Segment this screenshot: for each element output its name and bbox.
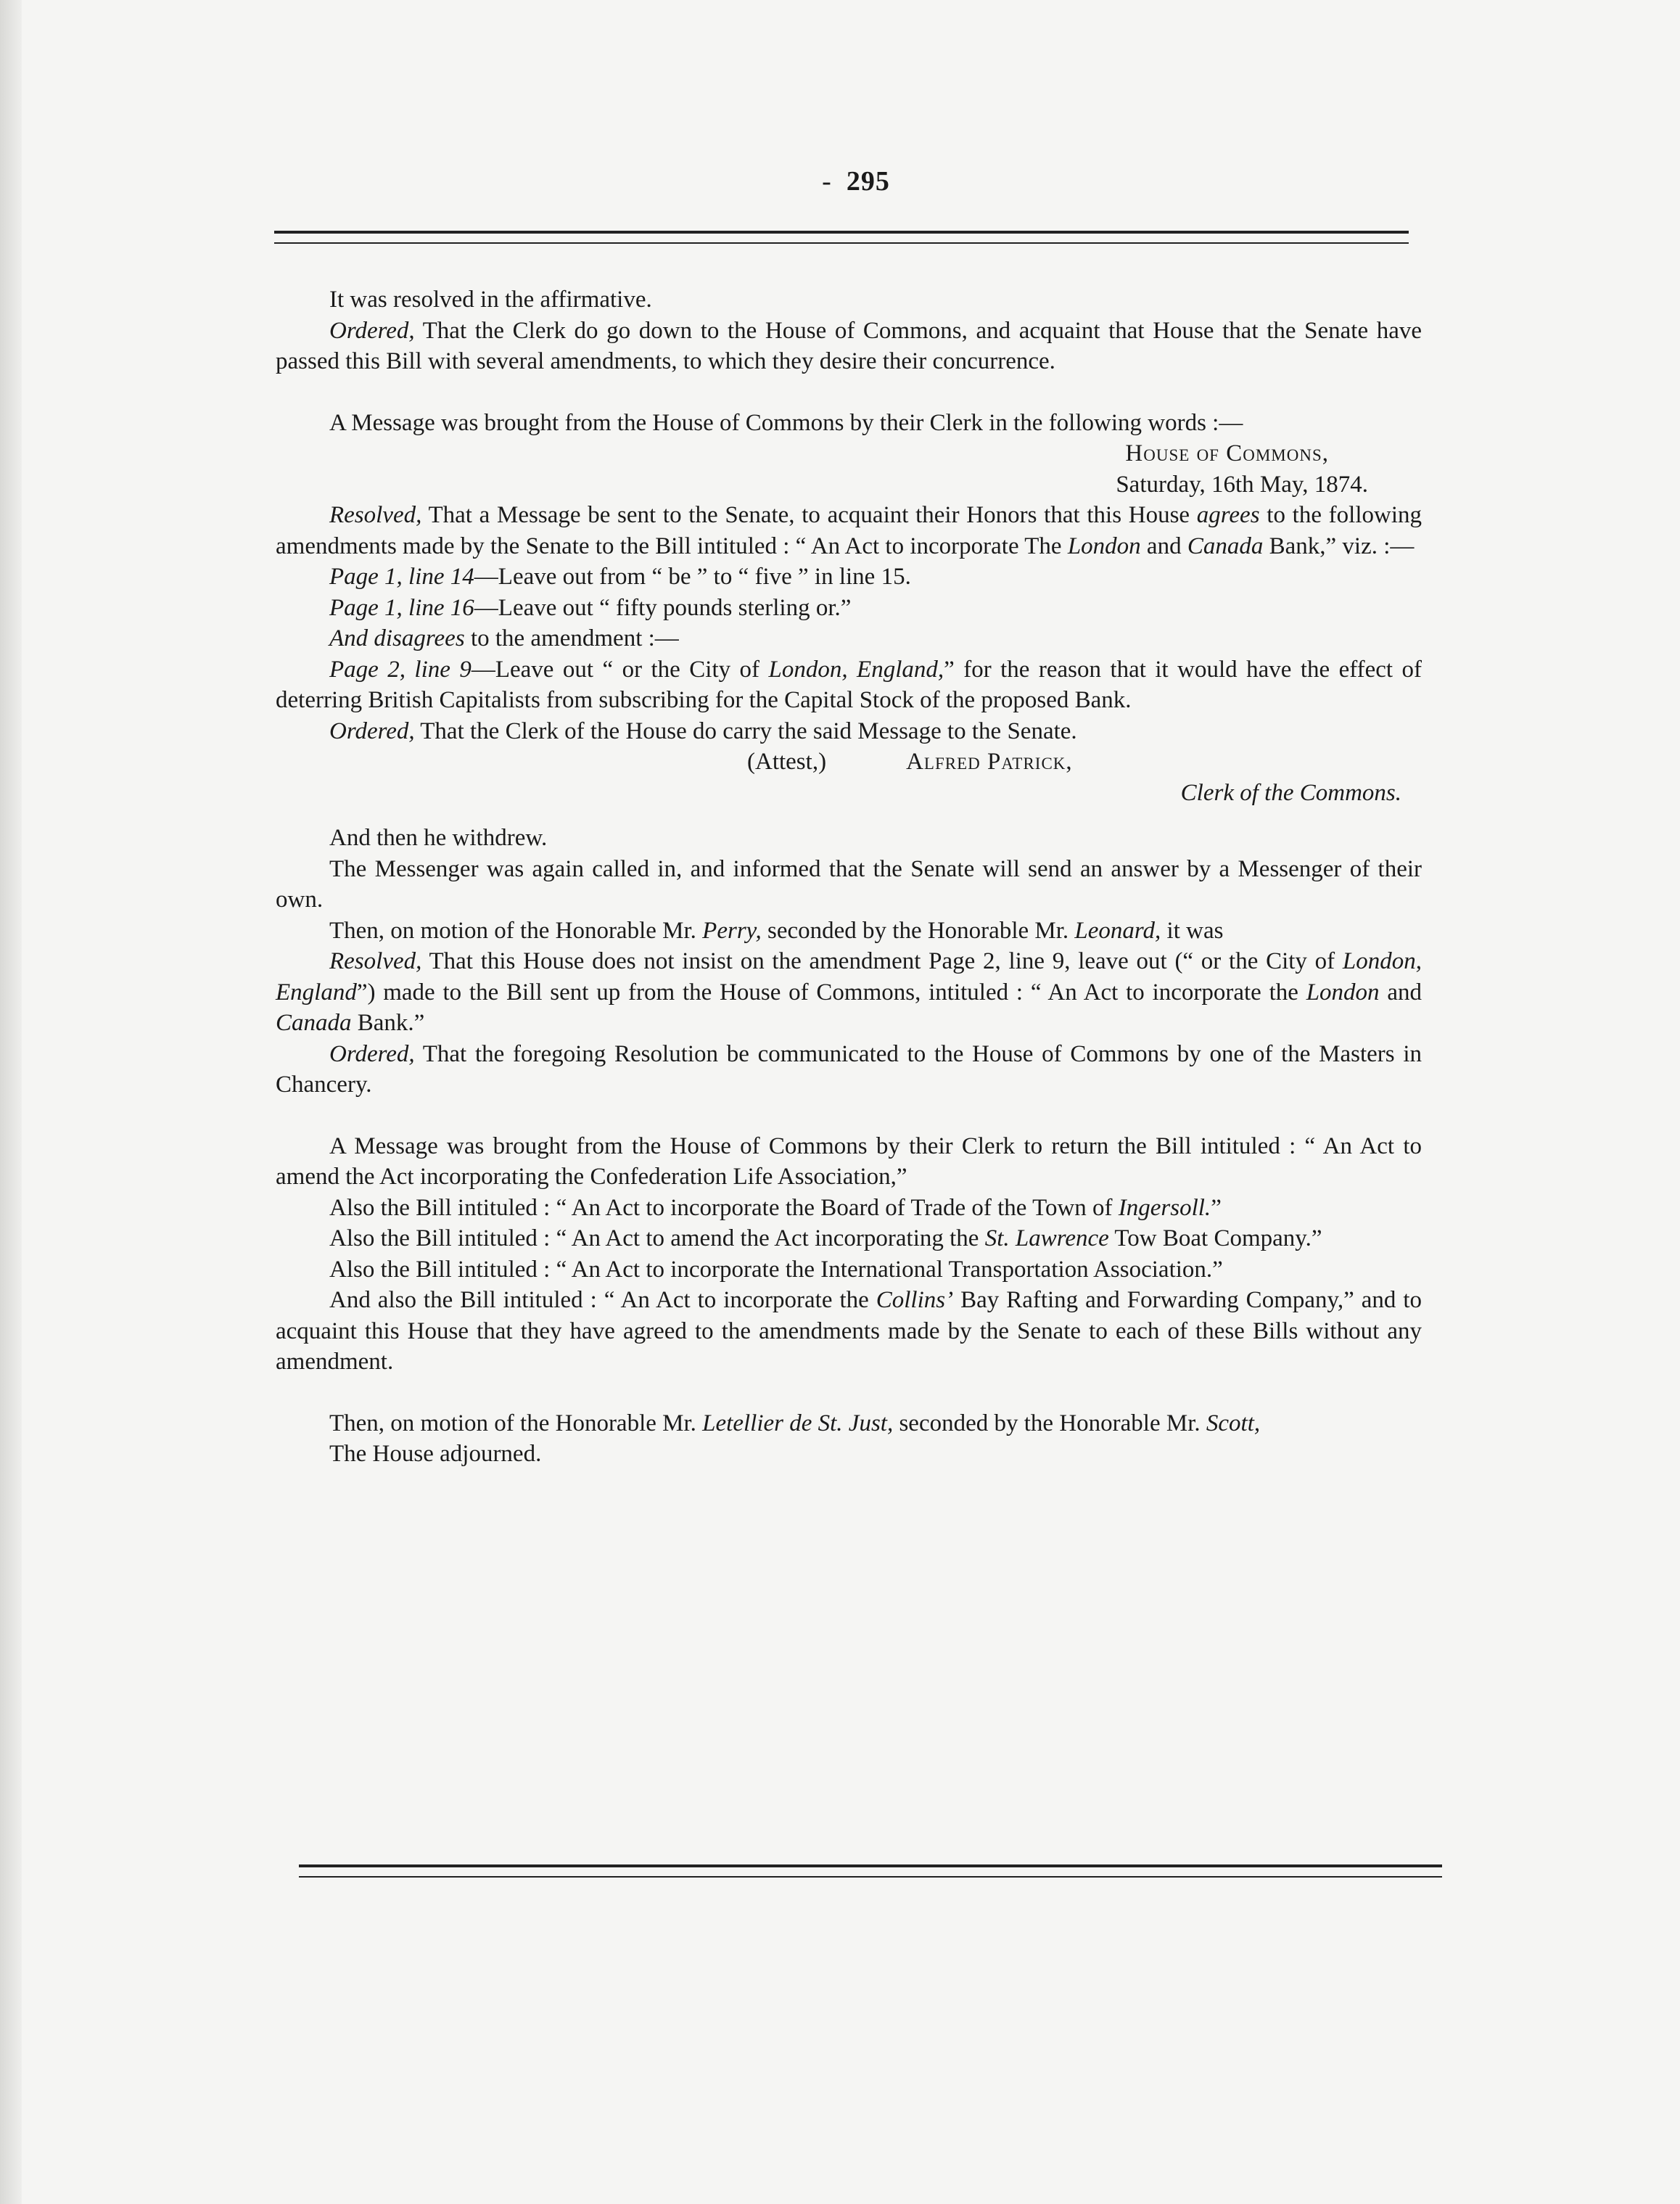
footer-rule xyxy=(299,1864,1442,1878)
text: Bank.” xyxy=(351,1010,425,1036)
text: —Leave out “ fifty pounds sterling or.” xyxy=(474,594,852,621)
text: Also the Bill intituled : “ An Act to amend the Act incorporating the xyxy=(329,1225,985,1251)
text: That this House does not insist on the amendment Page 2, line 9, leave out (“ or the City of xyxy=(421,948,1343,974)
text: to the following amendments made by the Senate to the Bill intituled : “ An Act to incorporate The xyxy=(276,502,1422,559)
text: —Leave out from “ be ” to “ five ” in line 15. xyxy=(474,564,911,590)
text: Saturday, 16th May, 1874. xyxy=(1116,471,1368,498)
paragraph xyxy=(276,916,1422,947)
paragraph xyxy=(276,1285,1422,1378)
attestation xyxy=(276,747,1422,778)
text: agrees xyxy=(1196,502,1260,528)
paragraph xyxy=(276,408,1422,439)
text: That the Clerk do go down to the House of Commons, and acquaint that House that the Senate have passed this Bill with several amendments, to which they desire their concurrence. xyxy=(276,317,1422,374)
paragraph xyxy=(276,823,1422,854)
text: ”) made to the Bill sent up from the House of Commons, intituled : “ An Act to incorporate the xyxy=(356,979,1306,1006)
text: Perry, xyxy=(702,917,762,944)
text: Tow Boat Company.” xyxy=(1108,1225,1322,1251)
message-date xyxy=(276,469,1422,501)
text: it was xyxy=(1161,917,1224,944)
text: Alfred Patrick, xyxy=(906,749,1073,775)
text: and xyxy=(1140,533,1187,559)
paragraph xyxy=(276,716,1422,747)
text: ” for the reason that it would have the effect of deterring British Capitalists from subscribing for the Capital Stock of the proposed Bank. xyxy=(276,656,1422,713)
text: That the foregoing Resolution be communicated to the House of Commons by one of the Masters in Chancery. xyxy=(276,1040,1422,1098)
text: Collins’ xyxy=(876,1287,954,1313)
document-body xyxy=(276,284,1422,1470)
text: House of Commons, xyxy=(1125,440,1329,466)
paragraph xyxy=(276,1131,1422,1193)
paragraph xyxy=(276,316,1422,377)
paragraph xyxy=(276,946,1422,1039)
text: Resolved, xyxy=(329,948,422,974)
paragraph xyxy=(276,654,1422,716)
page-edge xyxy=(0,0,22,2204)
text: and xyxy=(1379,979,1422,1006)
text: seconded by the Honorable Mr. xyxy=(761,917,1075,944)
text: Clerk of the Commons. xyxy=(1180,779,1401,806)
text: A Message was brought from the House of Commons by their Clerk in the following words :— xyxy=(329,409,1243,436)
text: London, England, xyxy=(768,656,944,683)
text: Also the Bill intituled : “ An Act to incorporate the Board of Trade of the Town of xyxy=(329,1194,1119,1221)
text: A Message was brought from the House of Commons by their Clerk to return the Bill intituled : “ An Act to amend the Act incorporating the Confederation Life Association,” xyxy=(276,1132,1422,1190)
text: That a Message be sent to the Senate, to acquaint their Honors that this House xyxy=(421,502,1197,528)
text: The Messenger was again called in, and informed that the Senate will send an answer by a Messenger of their own. xyxy=(276,855,1422,913)
text: It was resolved in the affirmative. xyxy=(329,287,652,313)
text: to the amendment :— xyxy=(464,625,679,651)
text: And disagrees xyxy=(329,625,465,651)
text: Also the Bill intituled : “ An Act to incorporate the International Transportation Association.” xyxy=(329,1256,1223,1283)
text: Ordered, xyxy=(329,317,415,344)
text: Ingersoll. xyxy=(1118,1194,1211,1221)
text: (Attest,) xyxy=(747,749,827,775)
paragraph xyxy=(276,1193,1422,1224)
text: St. Lawrence xyxy=(984,1225,1109,1251)
text: And then he withdrew. xyxy=(329,825,548,851)
text: Letellier de St. Just, xyxy=(702,1410,894,1436)
text: Bank,” viz. :— xyxy=(1263,533,1415,559)
text: That the Clerk of the House do carry the said Message to the Senate. xyxy=(414,717,1077,744)
paragraph xyxy=(276,593,1422,624)
paragraph xyxy=(276,1223,1422,1254)
text: Ordered, xyxy=(329,1040,415,1067)
paragraph xyxy=(276,623,1422,654)
text: Page 2, line 9 xyxy=(329,656,472,683)
page-number-value: 295 xyxy=(846,166,890,197)
paragraph xyxy=(276,1254,1422,1286)
header-rule xyxy=(274,231,1409,244)
paragraph xyxy=(276,1439,1422,1470)
text: Ordered, xyxy=(329,717,415,744)
text: Scott, xyxy=(1206,1410,1261,1436)
paragraph xyxy=(276,1408,1422,1439)
text: And also the Bill intituled : “ An Act to incorporate the xyxy=(329,1287,876,1313)
message-place xyxy=(276,438,1422,469)
paragraph xyxy=(276,1039,1422,1101)
text: Resolved, xyxy=(329,502,422,528)
text: Bay Rafting and Forwarding Company,” and to acquaint this House that they have agreed to the amendments made by the Senate to each of these Bills without any amendment. xyxy=(276,1287,1422,1375)
text: London xyxy=(1067,533,1141,559)
text: —Leave out “ or the City of xyxy=(471,656,769,683)
clerk-title xyxy=(276,778,1422,809)
text: seconded by the Honorable Mr. xyxy=(893,1410,1206,1436)
paragraph xyxy=(276,562,1422,593)
page-number-dash: - xyxy=(822,166,832,197)
page-number xyxy=(783,165,928,197)
paragraph xyxy=(276,500,1422,562)
text: Page 1, line 16 xyxy=(329,594,474,621)
text: Canada xyxy=(276,1010,352,1036)
paragraph xyxy=(276,284,1422,316)
text: The House adjourned. xyxy=(329,1441,542,1467)
text: ” xyxy=(1211,1194,1222,1221)
paragraph xyxy=(276,854,1422,916)
text: London, England xyxy=(276,948,1422,1006)
text: Page 1, line 14 xyxy=(329,564,474,590)
text: Leonard, xyxy=(1074,917,1161,944)
text: Canada xyxy=(1187,533,1264,559)
text: London xyxy=(1306,979,1380,1006)
text: Then, on motion of the Honorable Mr. xyxy=(329,917,703,944)
text: Then, on motion of the Honorable Mr. xyxy=(329,1410,703,1436)
